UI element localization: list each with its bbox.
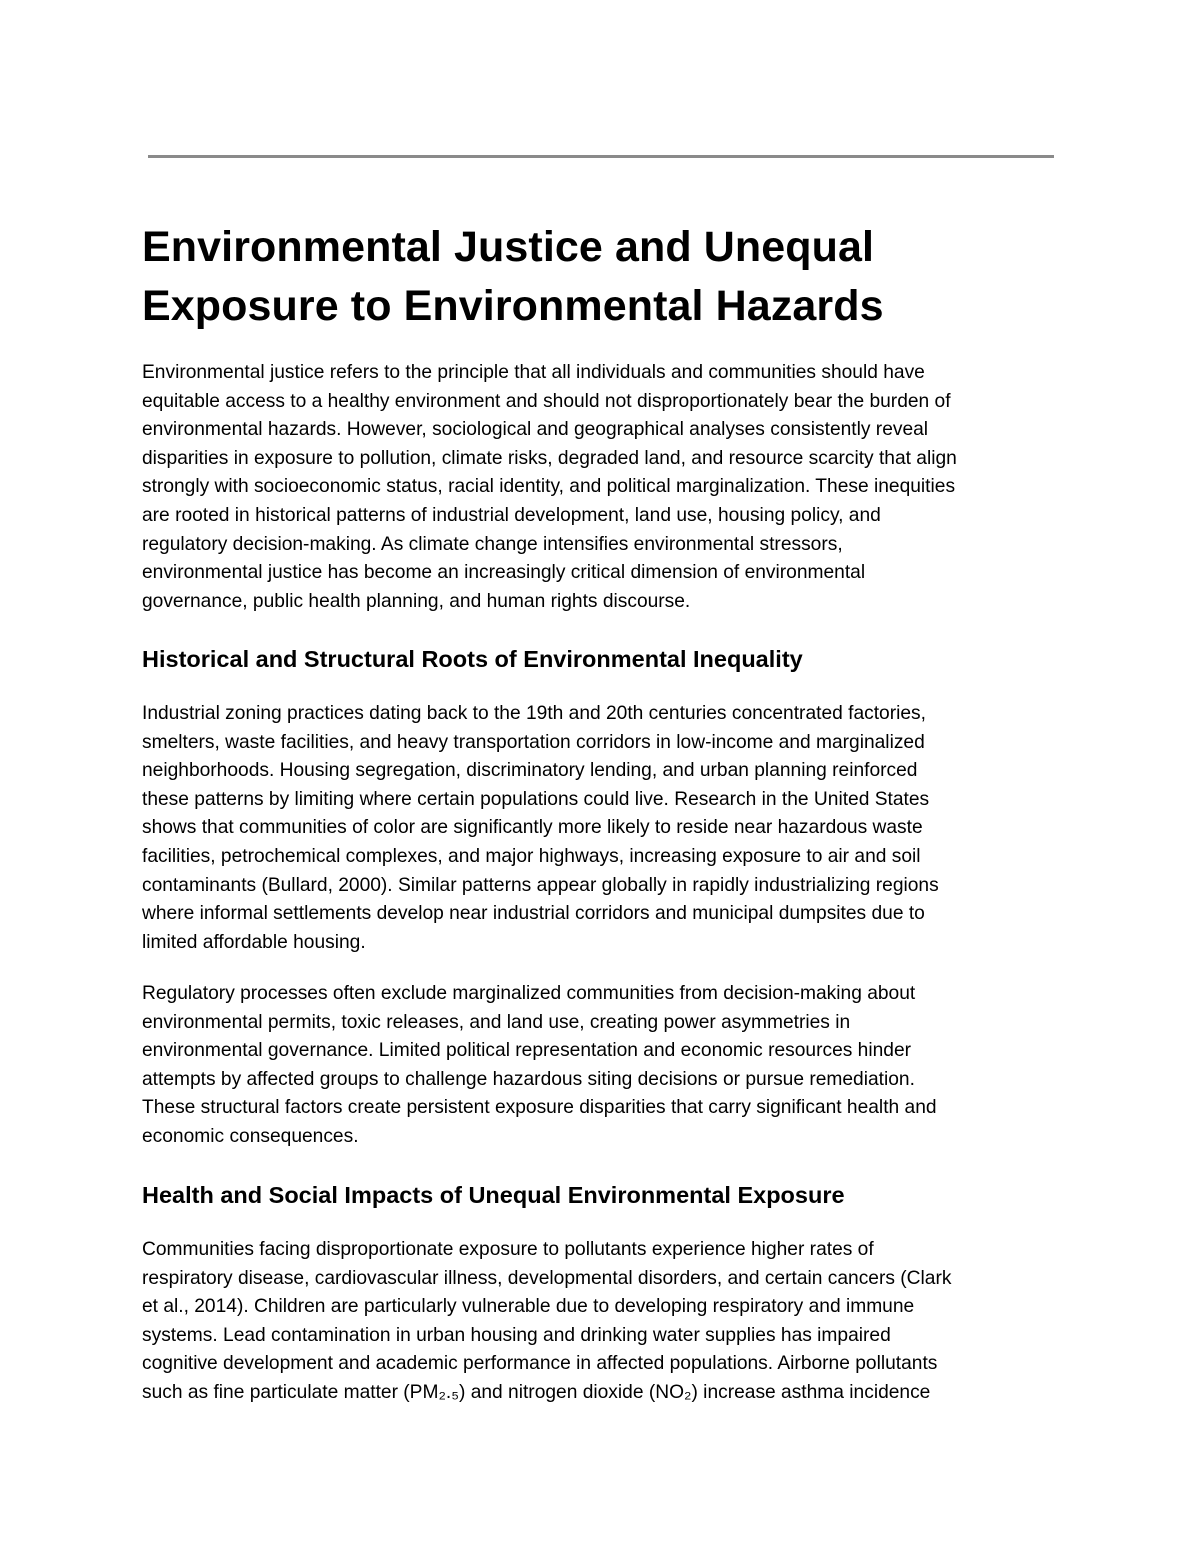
text-line: et al., 2014). Children are particularly vulnerable due to developing respiratory and immune [142, 1296, 915, 1318]
text-line: strongly with socioeconomic status, racial identity, and political marginalization. These inequities [142, 476, 956, 498]
section-heading-historical-roots: Historical and Structural Roots of Environmental Inequality [142, 646, 803, 672]
section2-paragraph-1 [142, 1236, 1062, 1408]
text-line: Regulatory processes often exclude marginalized communities from decision-making about [142, 983, 916, 1004]
intro-paragraph [142, 359, 1062, 616]
text-line: contaminants (Bullard, 2000). Similar patterns appear globally in rapidly industrializing regions [142, 874, 939, 896]
section1-paragraph-2 [142, 980, 1062, 1152]
text-line: cognitive development and academic performance in affected populations. Airborne pollutants [142, 1353, 938, 1375]
text-line: smelters, waste facilities, and heavy transportation corridors in low-income and marginalized [142, 731, 925, 753]
text-line: facilities, petrochemical complexes, and major highways, increasing exposure to air and soil [142, 845, 921, 867]
text-line: shows that communities of color are significantly more likely to reside near hazardous waste [142, 817, 923, 839]
text-line: environmental hazards. However, sociological and geographical analyses consistently reveal [142, 419, 929, 441]
text-line: environmental governance. Limited political representation and economic resources hinder [142, 1040, 911, 1062]
text-line: systems. Lead contamination in urban housing and drinking water supplies has impaired [142, 1324, 891, 1346]
text-line: disparities in exposure to pollution, climate risks, degraded land, and resource scarcity that align [142, 447, 957, 469]
title-line: Exposure to Environmental Hazards [142, 282, 884, 330]
text-line: Environmental justice refers to the principle that all individuals and communities should have [142, 362, 925, 383]
text-line: where informal settlements develop near industrial corridors and municipal dumpsites due to [142, 903, 925, 925]
top-horizontal-rule [148, 155, 1054, 158]
title-line: Environmental Justice and Unequal [142, 223, 875, 271]
section1-paragraph-1 [142, 700, 1062, 957]
text-line: respiratory disease, cardiovascular illness, developmental disorders, and certain cancers (Clark [142, 1267, 952, 1289]
text-line: such as fine particulate matter (PM₂.₅) and nitrogen dioxide (NO₂) increase asthma incidence [142, 1381, 931, 1403]
text-line: attempts by affected groups to challenge hazardous siting decisions or pursue remediation. [142, 1068, 915, 1090]
text-line: environmental permits, toxic releases, and land use, creating power asymmetries in [142, 1011, 851, 1033]
text-line: are rooted in historical patterns of industrial development, land use, housing policy, and [142, 504, 881, 526]
text-line: these patterns by limiting where certain populations could live. Research in the United States [142, 788, 930, 810]
text-line: environmental justice has become an increasingly critical dimension of environmental [142, 562, 866, 584]
text-line: These structural factors create persistent exposure disparities that carry significant health and [142, 1097, 937, 1119]
text-line: regulatory decision-making. As climate change intensifies environmental stressors, [142, 533, 843, 555]
text-line: governance, public health planning, and human rights discourse. [142, 590, 691, 612]
document-title [142, 218, 1062, 336]
text-line: Industrial zoning practices dating back to the 19th and 20th centuries concentrated factories, [142, 703, 926, 724]
text-line: limited affordable housing. [142, 931, 366, 953]
section-heading-health-impacts: Health and Social Impacts of Unequal Environmental Exposure [142, 1182, 845, 1208]
text-line: Communities facing disproportionate exposure to pollutants experience higher rates of [142, 1239, 874, 1260]
text-line: economic consequences. [142, 1125, 359, 1147]
text-line: neighborhoods. Housing segregation, discriminatory lending, and urban planning reinforced [142, 760, 918, 782]
text-line: equitable access to a healthy environment and should not disproportionately bear the burden of [142, 390, 951, 412]
